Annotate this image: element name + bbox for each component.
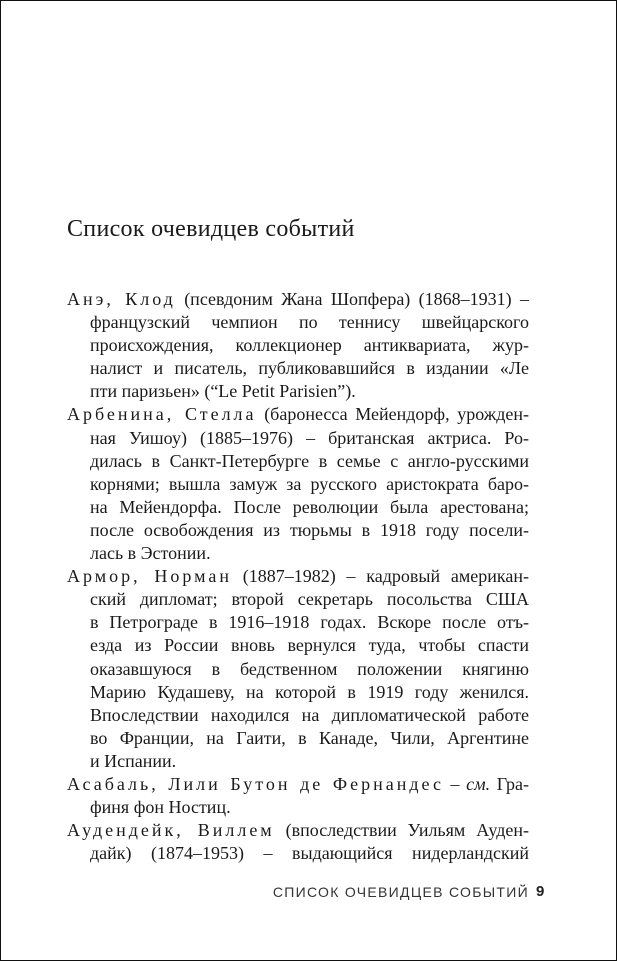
page-title: Список очевидцев событий — [67, 216, 355, 242]
entry-text: (1887–1982) – кадровый американ- — [232, 566, 529, 587]
entry-text: Впоследствии находился на дипломатической работе — [90, 704, 529, 725]
entry-text: (впоследствии Уильям Ауден- — [274, 820, 529, 841]
entry-line — [67, 634, 529, 657]
entry-text: оказавшуюся в бедственном положении княгиню — [90, 658, 529, 679]
entry-text: в Петрограде в 1916–1918 годах. Вскоре после отъ- — [90, 612, 529, 633]
entry — [67, 819, 529, 865]
entry-line — [67, 611, 529, 634]
entry-first-line — [67, 773, 529, 796]
entry-line — [67, 727, 529, 750]
entry-line — [67, 334, 529, 357]
entry-text: пти паризьен» (“Le Petit Parisien”). — [90, 381, 356, 402]
entry-first-line — [67, 819, 529, 842]
entry-name: Арбенина, Стелла — [67, 404, 257, 425]
entry — [67, 403, 529, 565]
entry-text: дайк) (1874–1953) – выдающийся нидерландский — [90, 843, 529, 864]
entry-text: налист и писатель, публиковавшийся в издании «Ле — [90, 358, 529, 379]
entry-text: Марию Кудашеву, на которой в 1919 году женился. — [90, 681, 529, 702]
entry-text: ная Уишоу) (1885–1976) – британская актриса. Ро- — [90, 427, 529, 448]
entry-text: – — [443, 773, 467, 794]
entry-line — [67, 311, 529, 334]
entry-line — [67, 380, 529, 403]
entry — [67, 565, 529, 773]
entry-name: Анэ, Клод — [67, 289, 176, 309]
entry-name: Аудендейк, Виллем — [67, 820, 275, 841]
entry-text: финя фон Ностиц. — [90, 797, 231, 818]
entry-first-line — [67, 565, 529, 588]
running-title: СПИСОК ОЧЕВИДЦЕВ СОБЫТИЙ — [272, 884, 529, 900]
entry-name: Асабаль, Лили Бутон де Фернандес — [67, 773, 444, 794]
entry-text: происхождения, коллекционер антиквариата, жур- — [90, 335, 529, 356]
entry-text: (баронесса Мейендорф, урожден- — [256, 404, 529, 425]
cross-reference-label: см. — [466, 773, 491, 794]
entry-line — [67, 750, 529, 773]
entry-text: ский дипломат; второй секретарь посольства США — [90, 589, 529, 610]
entry-line — [67, 357, 529, 380]
entry-line — [67, 658, 529, 681]
entry-text: (псевдоним Жана Шопфера) (1868–1931) – — [175, 289, 529, 309]
entry-text: дилась в Санкт-Петербурге в семье с англо-русскими — [90, 450, 529, 471]
entry-line — [67, 681, 529, 704]
entry-line — [67, 704, 529, 727]
entry-text: езда из России вновь вернулся туда, чтобы спасти — [90, 635, 529, 656]
entry-text: во Франции, на Гаити, в Канаде, Чили, Аргентине — [90, 727, 529, 748]
entry-line — [67, 542, 529, 565]
entry-line — [67, 519, 529, 542]
entry — [67, 773, 529, 819]
entry-text: французский чемпион по теннису швейцарского — [90, 312, 529, 333]
entry-line — [67, 473, 529, 496]
entry-line — [67, 427, 529, 450]
entry-text: и Испании. — [90, 750, 177, 771]
entry-first-line — [67, 403, 529, 426]
entry-name: Армор, Норман — [67, 566, 232, 587]
entry-line — [67, 450, 529, 473]
entry-text: на Мейендорфа. После революции была арестована; — [90, 496, 529, 517]
entry-text: Гра- — [490, 773, 529, 794]
entry — [67, 288, 529, 403]
entry-line — [67, 842, 529, 865]
entry-line — [67, 796, 529, 819]
entry-text: лась в Эстонии. — [90, 543, 211, 564]
entry-line — [67, 496, 529, 519]
entry-text: после освобождения из тюрьмы в 1918 году посели- — [90, 519, 529, 540]
entry-first-line — [67, 288, 529, 311]
entry-text: корнями; вышла замуж за русского аристократа баро- — [90, 473, 529, 494]
page-number: 9 — [536, 883, 545, 900]
entry-line — [67, 588, 529, 611]
entries-list — [67, 288, 529, 865]
